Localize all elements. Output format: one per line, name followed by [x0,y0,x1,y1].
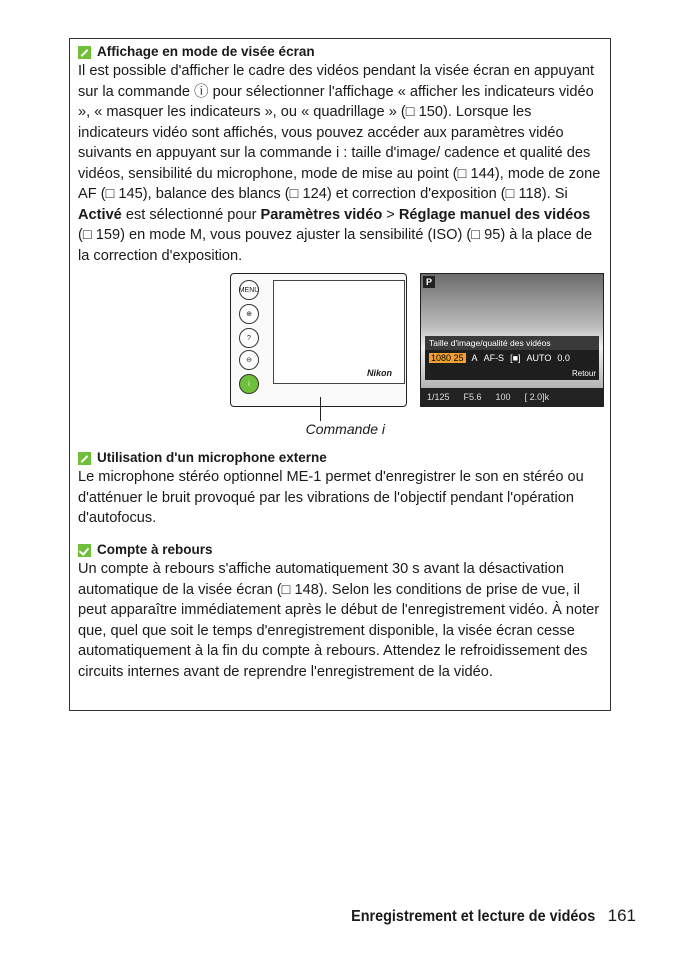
chapter-title: Enregistrement et lecture de vidéos [350,908,595,925]
menu-title: Taille d'image/qualité des vidéos [425,336,599,350]
menu-row [425,350,599,366]
aperture: F5.6 [463,392,482,402]
remaining-shots: [ 2.0]k [524,392,550,402]
menu-button-icon: MENU [239,280,259,300]
camera-back-image [230,273,407,407]
menu-item: 0.0 [557,353,570,363]
live-view-screen-image [420,273,604,407]
section-title: Compte à rebours [97,542,213,557]
section-live-view-display [78,43,602,266]
menu-item: A [471,353,478,363]
page-number: 161 [607,906,636,925]
return-label: Retour [571,369,596,378]
video-settings-menu [425,336,599,380]
shutter-speed: 1/125 [427,392,450,402]
shooting-mode-badge: P [423,276,435,288]
pencil-note-icon [78,46,91,59]
illustration-caption: Commande i [305,421,385,437]
section-body: Un compte à rebours s'affiche automatiquement 30 s avant la désactivation automatique de la visée écran (□ 148). Selon les conditions de prise de vue, il peut apparaître immédiatement après le début de l'enregistrement vidéo. À noter que, quel que soit le temps d'enregistrement disponible, la visée écran cesse automatiquement à la fin du compte à rebours. Attendez le refroidissement des circuits internes avant de reprendre l'enregistrement de la vidéo. [78,561,600,680]
section-heading [78,541,602,559]
notes-box [69,38,611,711]
zoom-in-button-icon: ⊕ [239,304,259,324]
pencil-note-icon [78,452,91,465]
caption-leader-line [320,397,321,421]
section-title: Affichage en mode de visée écran [97,44,315,59]
zoom-out-button-icon: ⊖ [239,350,259,370]
section-title: Utilisation d'un microphone externe [97,450,327,465]
section-body: Le microphone stéréo optionnel ME-1 permet d'enregistrer le son en stéréo ou d'atténuer le bruit provoqué par les vibrations de l'objectif pendant l'opération d'autofocus. [78,469,584,526]
section-countdown [78,541,602,682]
camera-illustration [230,273,604,437]
section-heading [78,449,602,467]
iso-value: 100 [495,392,511,402]
page-footer [324,906,636,926]
menu-item: 1080 25 [431,353,464,363]
menu-item: AUTO [526,353,552,363]
menu-item: AF-S [483,353,505,363]
i-button-icon: i [239,374,259,394]
status-bar [421,388,603,406]
help-button-icon: ? [239,328,259,348]
check-icon [78,544,91,557]
section-body: Il est possible d'afficher le cadre des vidéos pendant la visée écran en appuyant sur la commande ⓘ pour sélectionner l'affichage « afficher les indicateurs vidéo », « masquer les indicateurs », ou « quadrillage » (□ 150). Lorsque les indicateurs vidéo sont affichés, vous pouvez accéder aux paramètres vidéo suivants en appuyant sur la commande i : taille d'image/ cadence et qualité des vidéos, sensibilité du microphone, mode de mise au point (□ 144), mode de zone AF (□ 145), balance des blancs (□ 124) et correction d'exposition (□ 118). Si Activé est sélectionné pour Paramètres vidéo > Réglage manuel des vidéos (□ 159) en mode M, vous pouvez ajuster la sensibilité (ISO) (□ 95) à la place de la correction d'exposition. [78,63,601,264]
camera-brand: Nikon [366,368,392,378]
menu-item: [■] [510,353,521,363]
section-external-microphone [78,449,602,529]
section-heading [78,43,602,61]
